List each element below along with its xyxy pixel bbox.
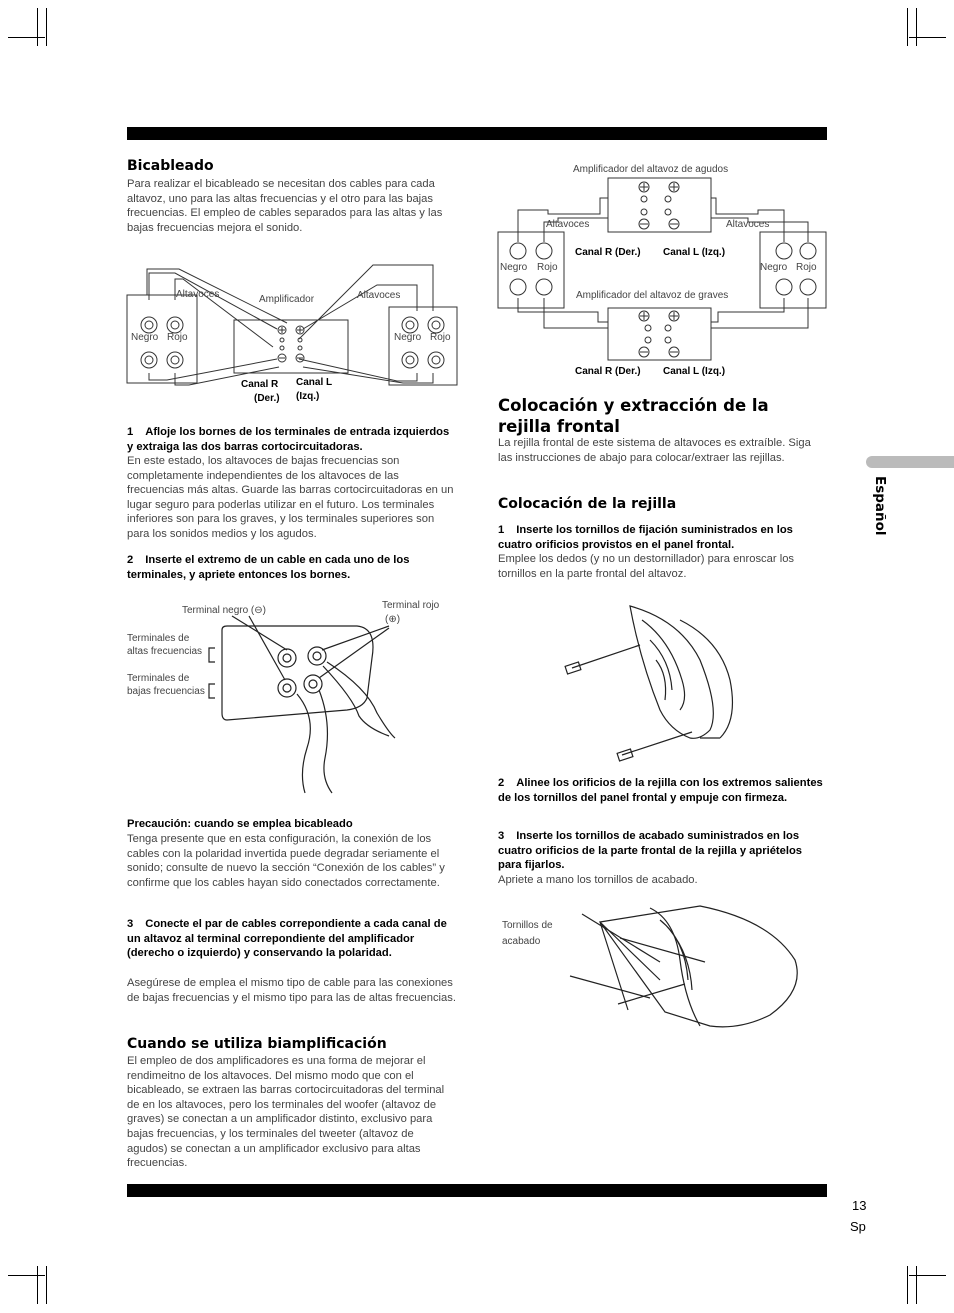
- r-step2-text: Alinee los orificios de la rejilla con los extremos salientes de los tornillos del panel frontal y empuje con firmeza.: [498, 777, 823, 804]
- step1-text: Afloje los bornes de los terminales de entrada izquierdos y extraiga las dos barras cortocircuitadoras.: [127, 426, 450, 453]
- step2-heading: [127, 553, 457, 582]
- fig1-canal-l-izq: (Izq.): [296, 391, 320, 402]
- fig3-canal-r-top: Canal R (Der.): [575, 247, 641, 258]
- screw-insert-drawing: [560, 600, 760, 770]
- crop-mark: [8, 37, 45, 38]
- bicableado-heading: Bicableado: [127, 158, 214, 174]
- fig2-terminal-negro: Terminal negro (⊖): [182, 605, 266, 616]
- step2-number: 2: [127, 554, 134, 566]
- crop-mark: [8, 1275, 45, 1276]
- fig3-canal-l-bottom: Canal L (Izq.): [663, 366, 726, 377]
- rejilla-intro: La rejilla frontal de este sistema de altavoces es extraíble. Siga las instrucciones de abajo para colocar/extraer las rejillas.: [498, 437, 811, 464]
- tornillos-label-1: Tornillos de: [502, 920, 553, 931]
- fig1-canal-r: Canal R: [241, 379, 279, 390]
- precaucion-heading: Precaución: cuando se emplea bicableado: [127, 818, 353, 830]
- crop-mark: [46, 8, 47, 46]
- step1-body: En este estado, los altavoces de bajas frecuencias son completamente independientes de los altavoces de las frecuencias más altas. Guarde las barras cortocircuitadoras en un lugar seguro para poderlas utilizar en el futuro. Los terminales inferiores son para los graves, y los terminales superiores son para los sonidos medios y los agudos.: [127, 455, 454, 540]
- fig2-bajas-2: bajas frecuencias: [127, 686, 205, 697]
- crop-mark: [46, 1266, 47, 1304]
- bottom-rule: [127, 1184, 827, 1197]
- crop-mark: [907, 1266, 908, 1304]
- r-step3-heading: [498, 829, 823, 873]
- language-label: Español: [872, 476, 888, 536]
- step1-number: 1: [127, 426, 134, 438]
- fig2-altas-2: altas frecuencias: [127, 646, 203, 657]
- fig1-negro-right: Negro: [394, 332, 422, 343]
- step3-body: Asegúrese de emplea el mismo tipo de cable para las conexiones de bajas frecuencias y el mismo tipo para las de altas frecuencias.: [127, 977, 456, 1004]
- terminals-drawing: [127, 598, 457, 798]
- fig2-terminal-rojo: Terminal rojo: [382, 600, 440, 611]
- crop-mark: [907, 8, 908, 46]
- fig1-rojo-left: Rojo: [167, 332, 188, 343]
- fig2-altas-1: Terminales de: [127, 633, 190, 644]
- fig1-altavoces-right: Altavoces: [357, 290, 401, 301]
- crop-mark: [909, 1275, 946, 1276]
- fig3-canal-l-top: Canal L (Izq.): [663, 247, 726, 258]
- step2-text: Inserte el extremo de un cable en cada uno de los terminales, y apriete entonces los bornes.: [127, 554, 410, 581]
- fig3-amp-agudos: Amplificador del altavoz de agudos: [573, 164, 729, 175]
- biamp-body: El empleo de dos amplificadores es una forma de mejorar el rendimeitno de los altavoces. Del mismo modo que con el bicableado, se extraen las barras cortocircuitadoras del terminal de en los altavoces, pero los terminales del woofer (altavoz de graves) se conectan a un amplificador distinto, exclusivo para bajas frecuencias, y los terminales del tweeter (altavoz de agudos) se conectan a un amplificador exclusivo para altas frecuencias.: [127, 1055, 445, 1170]
- r-step1-body: Emplee los dedos (y no un destornillador) para enroscar los tornillos en la parte frontal del altavoz.: [498, 553, 795, 580]
- step3-heading: [127, 917, 457, 961]
- r-step1-heading: [498, 523, 823, 552]
- crop-mark: [916, 1266, 917, 1304]
- step3-text: Conecte el par de cables correpondiente a cada canal de un altavoz al terminal correpondiente del amplificador (derecho o izquierdo) y conservando la polaridad.: [127, 918, 447, 960]
- precaucion-body: Tenga presente que en esta configuración, la conexión de los cables con la polaridad invertida puede degradar seriamente el sonido; consulte de nuevo la sección “Conexión de los cables” y confirme que los cables hayan sido conectados correctamente.: [127, 833, 445, 889]
- crop-mark: [909, 37, 946, 38]
- fig3-altavoces-right: Altavoces: [726, 219, 770, 230]
- biwiring-diagram: [127, 255, 467, 415]
- top-rule: [127, 127, 827, 140]
- fig3-negro-left: Negro: [500, 262, 528, 273]
- fig1-rojo-right: Rojo: [430, 332, 451, 343]
- fig1-altavoces-left: Altavoces: [176, 289, 220, 300]
- step1-heading: [127, 425, 457, 454]
- r-step2-heading: [498, 776, 823, 805]
- biamp-heading: Cuando se utiliza biamplificación: [127, 1036, 387, 1052]
- page-number: 13: [852, 1198, 867, 1213]
- fig3-negro-right: Negro: [760, 262, 788, 273]
- r-step3-body: Apriete a mano los tornillos de acabado.: [498, 874, 698, 886]
- bicableado-intro: Para realizar el bicableado se necesitan dos cables para cada altavoz, uno para las altas frecuencias y el otro para las bajas frecuencias. El empleo de cables separados para las altas y las bajas frecuencias mejora el sonido.: [127, 178, 443, 234]
- r-step1-text: Inserte los tornillos de fijación suministrados en los cuatro orificios provistos en el panel frontal.: [498, 524, 793, 551]
- fig3-canal-r-bottom: Canal R (Der.): [575, 366, 641, 377]
- fig3-amp-graves: Amplificador del altavoz de graves: [576, 290, 729, 301]
- fig1-canal-r-der: (Der.): [254, 393, 280, 404]
- rejilla-heading: Colocación y extracción de la rejilla frontal: [498, 396, 769, 436]
- r-step2-number: 2: [498, 777, 505, 789]
- tornillos-label-2: acabado: [502, 936, 541, 947]
- fig1-canal-l: Canal L: [296, 377, 333, 388]
- fig1-amplificador: Amplificador: [259, 294, 315, 305]
- crop-mark: [37, 1266, 38, 1304]
- r-step1-number: 1: [498, 524, 505, 536]
- r-step3-number: 3: [498, 830, 505, 842]
- page-language-code: Sp: [850, 1219, 866, 1234]
- terminals-diagram: [127, 598, 457, 798]
- fig3-rojo-left: Rojo: [537, 262, 558, 273]
- step3-number: 3: [127, 918, 134, 930]
- r-step3-text: Inserte los tornillos de acabado suministrados en los cuatro orificios de la parte frontal de la rejilla y apriételos para fijarlos.: [498, 830, 803, 872]
- fig1-negro-left: Negro: [131, 332, 159, 343]
- crop-mark: [37, 8, 38, 46]
- fig2-terminal-rojo-symbol: (⊕): [385, 614, 401, 625]
- fig3-rojo-right: Rojo: [796, 262, 817, 273]
- language-tab: [866, 456, 954, 468]
- crop-mark: [916, 8, 917, 46]
- biamp-diagram: [498, 162, 828, 382]
- screw-insert-diagram: [560, 600, 760, 770]
- finishing-screws-diagram: [500, 900, 810, 1040]
- colocacion-heading: Colocación de la rejilla: [498, 496, 677, 512]
- fig3-altavoces-left: Altavoces: [546, 219, 590, 230]
- fig2-bajas-1: Terminales de: [127, 673, 190, 684]
